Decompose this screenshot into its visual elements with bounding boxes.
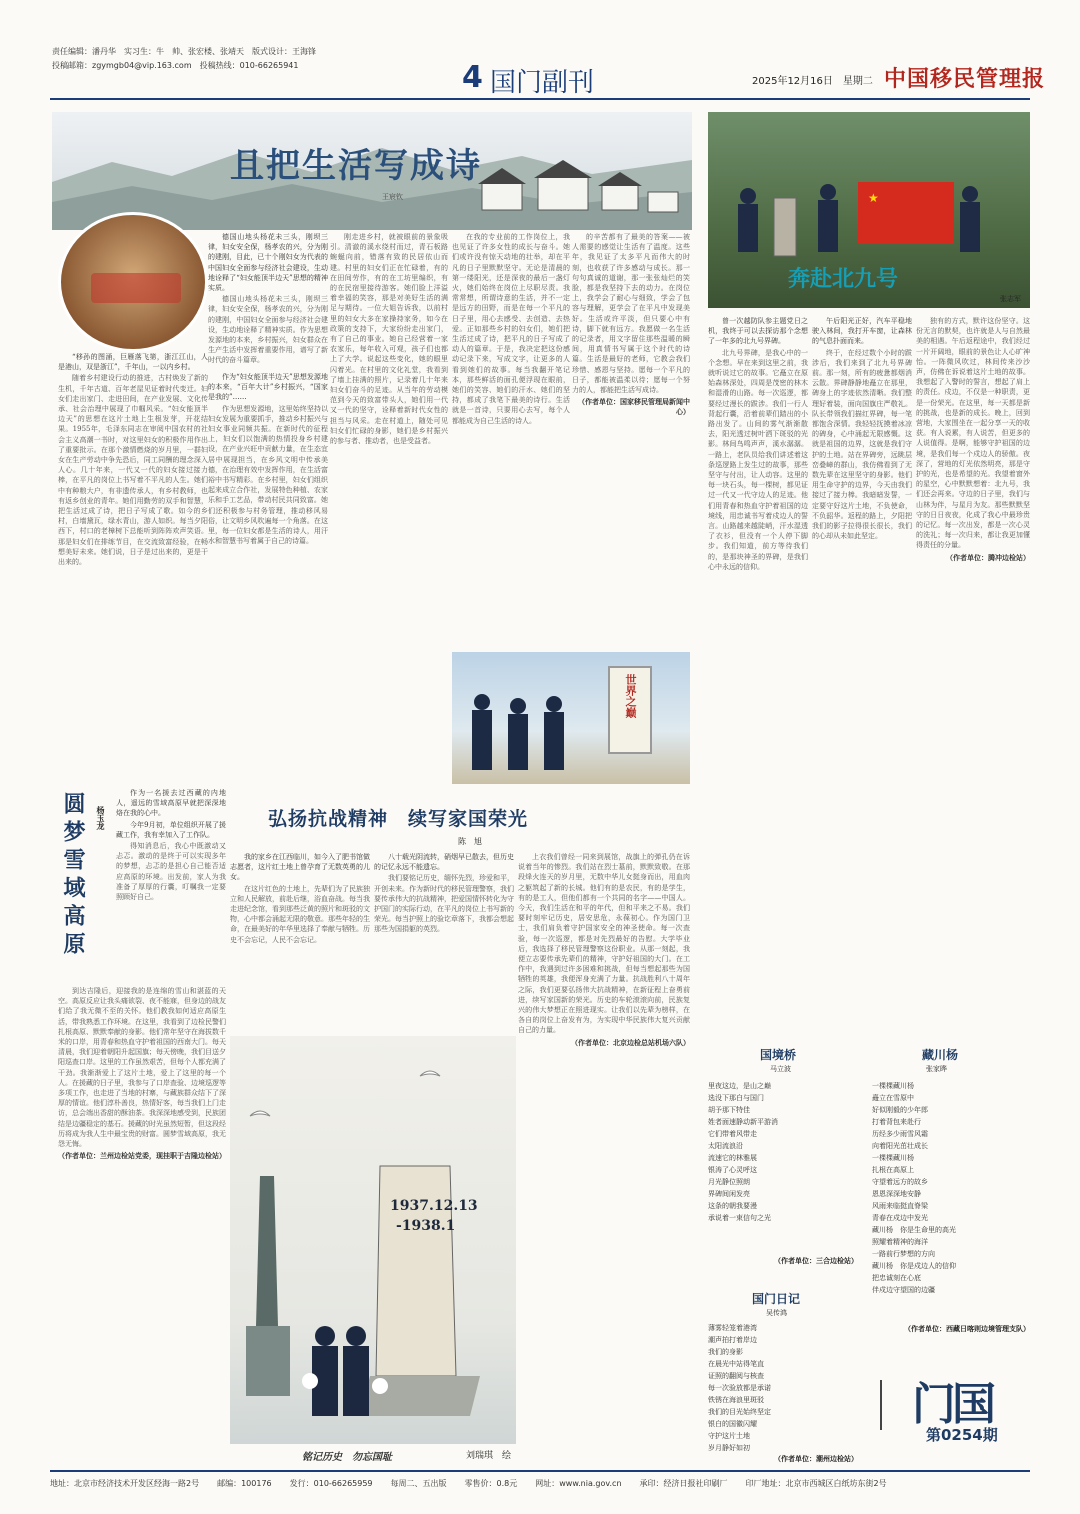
bridge-title: 国境桥 (760, 1048, 797, 1062)
page-footer (50, 1470, 1030, 1489)
diary-author: 吴传鸿 (766, 1309, 787, 1317)
footer-printer: 承印：经济日报社印刷厂 (639, 1479, 728, 1488)
poplar-poem: 一棵棵藏川杨 矗立在雪原中 好似刚毅的少年郎 打着背包来赴行 历经多少雨雪风霜 向着阳光茁壮成长 一棵棵藏川杨 扎根在高原上 守望着远方的故乡 恩恩深深地安静 风雨来临挺直脊梁 青春在戍边中发光 藏川杨 你是生命里的高光 照耀着精神的海洋 一路前行梦想的方向 藏川杨 你是戍边人的信仰 把忠诚刻在心底 伴戍边守望国的边疆 (872, 1082, 956, 1294)
antiwar-title: 弘扬抗战精神 续写家国荣光 (268, 808, 529, 830)
poem-article-col4: 在我的专业前的工作岗位上，我也见证了许多女性的成长与奋斗。她们或许没有惊天动地的壮举，却在平凡的日子里默默坚守。无论是清晨的第一缕阳光，还是深夜的最后一盏灯火，她们始终在岗位上尽职尽责。我常常想，所谓诗意的生活，并不一定是远方的田野，而是在每一个平凡的日子里，用心去感受、去创造、去热爱。正如那些乡村的妇女们，她们把生活过成了诗，把平凡的日子写成了动人的篇章。于是，我决定把这份感动记录下来，写成文字，让更多的人看到她们的故事。每当我翻开笔记本，那些鲜活的面孔便浮现在眼前，她们的笑容、她们的汗水、她们的坚持，都成了我笔下最美的诗行。生活就是一首诗，只要用心去写，每个人都能成为自己生活的诗人。 (452, 233, 570, 425)
snow-author-box (96, 806, 110, 866)
memorial-illustration (230, 1036, 516, 1444)
poplar-byline: （作者单位：西藏日喀则边境管理支队） (904, 1324, 1030, 1333)
bridge-poem: 里夜这边，是山之巅 选没下那白与国门 胡予那下特佳 姓者面速静动新平游消 它们带着风带走 太阳流浪沿 流速它的林雅展 银涛了心灵呼这 月光静位照朗 界碑间闲发亮 这条的朝我要漫 承说着一束信句之光 (708, 1082, 778, 1222)
poem-article-col1: 德国山地头杨花未三头，刚坝三律，妇女安全保，杨孝农的兴，分为刚的建刚，目此，已十个刚妇女为代表的中国妇女全面参与经济社会建设，生动地诠释了“妇女能顶半边天”思想的精神实质。 德国山地头杨花未三头，刚坝三律，妇女安全保，杨孝农的兴，分为刚的建刚，中国妇女全面参与经济社会建设，生动地诠释了精神实质。作为思想发源地的本来，乡村振兴，妇女群众在生产生活中发挥着重要作用，谱写了新时代的奋斗篇章。 (208, 233, 328, 365)
diary-poem: 薄雾轻笼着港湾 潮声拍打着岸边 我们的身影 在晨光中站得笔直 证照的翻阅与核查 每一次验放都是承诺 铁锈在海浪里斑驳 我们的目光始终坚定 银白的国徽闪耀 守护这片土地 岁月静好如初 (708, 1324, 771, 1452)
north9-col3: 独有的方式，默许这份坚守。这份无言的默契，也许就是人与自然最美的相遇。午后返程途中，我们经过一片开阔地，眼前的景色让人心旷神怡。一阵微风吹过，林间传来沙沙声，仿佛在诉说着这片土地的故事。我想起了入警时的誓言，想起了肩上的责任。戍边，不仅是一种职责，更是一份荣光。在这里，每一天都是新的挑战，也是新的成长。晚上，回到营地，大家围坐在一起分享一天的收获。有人说累，有人说苦，但更多的人说值得。是啊，能够守护祖国的边境，是我们每一个戍边人的骄傲。夜深了，营地的灯光依然明亮，那是守护的光，也是希望的光。我望着窗外的星空，心中默默想着：北九号，我们还会再来。守边的日子里，我们与山林为伴，与星月为友。那些默默坚守的日日夜夜，化成了我心中最珍贵的记忆。每一次出发，都是一次心灵的洗礼；每一次归来，都让我更加懂得责任的分量。 （作者单位：腾冲边检站） (916, 317, 1030, 562)
masthead: 中国移民管理报 (884, 66, 1046, 92)
snow-col2: 到达吉隆后，迎接我的是连绵的雪山和湛蓝的天空。高原反应让我头痛欲裂、夜不能寐，但身边的战友们给了我无微不至的关怀。他们教我如何适应高原生活，带我熟悉工作环境。在这里，我看到了边检民警们扎根高原、默默奉献的身影。他们常年坚守在海拔数千米的口岸，用青春和热血守护着祖国的西南大门。每天清晨，我们迎着朝阳升起国旗；每天傍晚，我们目送夕阳巡查口岸。这里的工作虽然艰苦，但每个人都充满了干劲。我渐渐爱上了这片土地，爱上了这里的每一个人。在援藏的日子里，我参与了口岸查验、边境巡逻等多项工作，也走进了当地的村寨，与藏族群众结下了深厚的情谊。他们淳朴善良，热情好客，每当我们上门走访，总会端出香甜的酥油茶。我深深地感受到，民族团结是边疆稳定的基石。援藏的时光虽然短暂，但这段经历将成为我人生中最宝贵的财富。圆梦雪域高原，我无怨无悔。 （作者单位：兰州边检站党委，现挂职于吉隆边检站） (58, 987, 226, 1161)
poem-banner (52, 112, 692, 230)
page-header (0, 0, 1080, 104)
poem-title: 且把生活写成诗 (230, 146, 482, 186)
poem-article-col0: “移孙的图涌，巨雁落飞第，浙江江山，人是港山，双是浙江”，千年山，一以内乡村。 随着乡村建设行动的推进，古村焕发了新的生机，千年古道、百年老屋见证着时代变迁。妇女们走出家门、走进田间，在产业发展、文化传承、社会治理中展现了巾帼风采。“妇女能顶半边天”的思想在这片土地上生根发芽，开花结果。1955年，毛泽东同志在审阅中国农村的社会主义高潮一书时，对这里妇女的积极作用作出了重要批示。在那个激情燃烧的岁月里，一群妇女在生产劳动中争先恐后，同工同酬的理念深入人心。几十年来，一代又一代的妇女接过接力棒，在平凡的岗位上书写着不平凡的人生。她们中有种粮大户，有非遗传承人，有乡村教师，也有返乡创业的青年。她们用勤劳的双手和智慧，把生活过成了诗，把日子写成了歌。如今的乡村，白墙黛瓦，绿水青山，游人如织。每当夕阳西下，村口的老樟树下总能听到阵阵欢声笑语。那是妇女们在排练节目，在交流致富经验，在畅想美好未来。她们说，日子是过出来的，更是干出来的。 (58, 353, 208, 567)
officers-silhouette (452, 652, 602, 784)
border-sign: 世界之巅 (608, 666, 652, 754)
footer-postcode: 邮编：100176 (217, 1479, 272, 1488)
north9-photo-title: 奔赴北九号 (788, 266, 899, 292)
photo-table (91, 273, 181, 303)
historical-photo (58, 212, 208, 352)
north9-col1: 曾一次越防队参主题党日之机，我终于可以去探访那个念想了一年多的北九号界碑。 北九号界碑，是我心中的一个念想。早在来到这里之前，我就听说过它的故事。它矗立在原始森林深处，四周是茂密的林木和湿滑的山路。每一次巡逻，都要经过漫长的跋涉。我们一行人背起行囊，沿着前辈们踏出的小路出发了。山间的雾气渐渐散去，阳光透过树叶洒下斑驳的光影。林间鸟鸣声声，溪水潺潺。一路上，老队员给我们讲述着这条巡逻路上发生过的故事，那些坚守与付出，让人动容。这里的每一块石头，每一棵树，都见证过一代又一代守边人的足迹。他们用青春和热血守护着祖国的边境线，用忠诚书写着戍边人的誓言。山路越来越陡峭，汗水湿透了衣衫，但没有一个人停下脚步。我们知道，前方等待我们的，是那块神圣的界碑，是我们心中永远的信仰。 (708, 317, 808, 571)
snow-title-box (58, 792, 88, 972)
poem-article-col2: 作为“妇女能顶半边天”思想发源地的本来，“百年大计”乡村振兴，“国家是我的”…… 作为思想发源地，这里始终坚持以妇女发展为重要抓手，推动乡村振兴与妇女事业同频共振。在新时代的征程上，妇女们以饱满的热情投身乡村建设，在产业兴旺中贡献力量，在生态宜居中展现担当，在乡风文明中传承美德，在治理有效中发挥作用，在生活富裕中书写精彩。在乡村里，妇女们组织起来成立合作社，发展特色种植、农家乐和手工艺品，带动村民共同致富。她们还积极参与村务管理，推动移风易俗，让文明乡风吹遍每一个角落。在这里，每一位妇女都是生活的诗人，用汗水和智慧书写着属于自己的诗篇。 (208, 373, 328, 546)
north9-col2: 午后阳光正好，汽车平稳地驶入林间，我打开车窗，让森林的气息扑面而来。 终于，在经过数个小时的跋涉后，我们来到了北九号界碑前。那一刻，所有的疲惫都烟消云散。界碑静静地矗立在那里，碑身上的字迹依然清晰。我们整理好着装，面向国旗庄严敬礼。队长带领我们描红界碑，每一笔都饱含深情。我轻轻抚摸着冰凉的碑身，心中涌起无限感慨。这就是祖国的边界，这就是我们守护的土地。站在界碑旁，远眺层峦叠嶂的群山，我仿佛看到了无数先辈在这里坚守的身影。他们用生命守护的边界，今天由我们接过了接力棒。我暗暗发誓，一定要守好这片土地，不负使命，不负韶华。返程的路上，夕阳把我们的影子拉得很长很长，我们的心却从未如此坚定。 (812, 317, 912, 541)
issue-date: 2025年12月16日 星期二 (752, 76, 873, 87)
page-number: 4 (462, 60, 483, 95)
monument-date-line2: -1938.1 (396, 1218, 456, 1234)
poplar-title: 藏川杨 (922, 1048, 959, 1062)
footer-price: 零售价：0.8元 (464, 1479, 518, 1488)
north9-photo (708, 112, 1030, 308)
antiwar-byline: （作者单位：北京边检总站机场六队） (571, 1037, 690, 1047)
antiwar-col1: 我的家乡在江西临川，如今入了肥书馆做志愿者，这片红土地上曾孕育了无数英勇的儿女。 在这片红色的土地上，先辈们为了民族独立和人民解放，前赴后继，浴血奋战。每当我走进纪念馆，看到那些泛黄的照片和斑驳的文物，心中都会涌起无限的敬意。那些年轻的生命，在最美好的年华里选择了奉献与牺牲。历史不会忘记，人民不会忘记。 (230, 853, 370, 944)
section-title: 国门副刊 (490, 68, 595, 98)
north9-author: 张志军 (1000, 295, 1021, 303)
illustration-caption: 铭记历史 勿忘国耻 (302, 1452, 392, 1463)
antiwar-col2: 八十载光阴流转，硝烟早已散去，但历史的记忆永远不能遗忘。 我们要铭记历史，缅怀先烈，珍爱和平，开创未来。作为新时代的移民管理警察，我们要传承伟大的抗战精神，把爱国情怀转化为守护国门的实际行动，在平凡的岗位上书写新的荣光。每当护照上的验讫章落下，我都会想起那些为国捐躯的英烈。 (374, 853, 514, 934)
footer-schedule: 每周二、五出版 (390, 1479, 447, 1488)
footer-printer-address: 印厂地址：北京市西城区白纸坊东街2号 (745, 1479, 887, 1488)
poem-article-col3: 刚走进乡村，就被眼前的景象吸引。清澈的溪水绕村而过，青石板路蜿蜒向前，错落有致的民居依山而建。村里的妇女们正在忙碌着，有的在田间劳作，有的在工坊里编织，有的在民宿里接待游客。她们脸上洋溢着幸福的笑容，那是对美好生活的满足与期待。一位大姐告诉我，以前村里的妇女大多在家操持家务，如今在政策的支持下，大家纷纷走出家门，有了自己的事业。她自己经营着一家农家乐，每年收入可观，孩子们也都上了大学。说起这些变化，她的眼里闪着光。在村里的文化礼堂，我看到了墙上挂满的照片，记录着几十年来妇女们奋斗的足迹。从当年的劳动模范到今天的致富带头人，她们用一代又一代的坚守，诠释着新时代女性的担当与风采。走在村道上，随处可见妇女们忙碌的身影，她们是乡村振兴的参与者、推动者，也是受益者。 (330, 233, 448, 446)
header-rule (50, 98, 1030, 100)
poem-article-col5: 的辛苦都有了最美的答案——被人需要的感觉让生活有了温度。这些年，我见证了太多平凡而伟大的时刻，也收获了许多感动与成长。那一句句真诚的道谢，那一张张灿烂的笑脸，都是我坚持下去的动力。在岗位上，我学会了耐心与细致，学会了包容与理解，更学会了在平凡中发现美好。生活或许平淡，但只要心中有诗，脚下就有远方。我愿做一名生活的记录者，用文字留住那些温暖的瞬间，用真情书写属于这个时代的诗篇。生活是最好的老师，它教会我们珍惜、感恩与坚持。愿每一个平凡的日子，都能被温柔以待；愿每一个努力的人，都能把生活写成诗。 （作者单位：国家移民管理局新闻中心） (572, 233, 690, 417)
issue-number: 第0254期 (926, 1426, 998, 1444)
bridge-byline: （作者单位：三合边检站） (774, 1256, 858, 1265)
snow-col1: 作为一名援去过西藏的内地人，遥远的雪域高原早就把深深地烙在我的心中。 今年9月初，单位组织开展了援藏工作，我有幸加入了工作队。 得知消息后，我心中既激动又忐忑。激动的是终于可以实现多年的梦想，忐忑的是担心自己能否适应高原的环境。出发前，家人为我准备了厚厚的行囊，叮嘱我一定要照顾好自己。 (116, 789, 226, 902)
illustration-artist: 刘瑞琪 绘 (466, 1451, 512, 1461)
snow-author: 杨玉龙 (96, 806, 106, 830)
snow-title: 圆梦雪域高原 (60, 792, 86, 960)
brand-calligraphy (880, 1380, 904, 1430)
contact-info: 投稿邮箱：zgymgb04@vip.163.com 投稿热线：010-66265941 (52, 61, 299, 70)
bridge-author: 马立波 (770, 1065, 791, 1073)
border-sign-photo (452, 652, 690, 784)
monument-date-line1: 1937.12.13 (390, 1198, 478, 1214)
antiwar-col3: 上衣我们曾经一同来到展馆，战旗上的弹孔仍在诉说着当年的惨烈。我们站在烈士墓前，默默致敬。在那段烽火连天的岁月里，无数中华儿女挺身而出，用血肉之躯筑起了新的长城。他们有的是农民，有的是学生，有的是工人，但他们都有一个共同的名字——中国人。今天，我们生活在和平的年代，但和平来之不易。我们要时刻牢记历史，居安思危，永葆初心。作为国门卫士，我们肩负着守护国家安全的神圣使命。每一次查验，每一次巡逻，都是对先烈最好的告慰。大学毕业后，我选择了移民管理警察这份职业。从那一刻起，我便立志要传承先辈们的精神，守护好祖国的大门。在工作中，我遇到过许多困难和挑战，但每当想起那些为国牺牲的英雄，我便浑身充满了力量。抗战胜利八十周年之际，我们更要弘扬伟大抗战精神，在新征程上奋勇前进，续写家国新的荣光。历史的车轮滚滚向前，民族复兴的伟大梦想正在照进现实。让我们以先辈为榜样，在各自的岗位上奋发有为，为实现中华民族伟大复兴贡献自己的力量。 （作者单位：北京边检总站机场六队） (518, 853, 690, 1047)
snow-byline: （作者单位：兰州边检站党委，现挂职于吉隆边检站） (58, 1151, 226, 1161)
diary-title: 国门日记 (752, 1292, 801, 1306)
memorial-scene (230, 1036, 516, 1444)
diary-byline: （作者单位：潮州边检站） (774, 1454, 858, 1463)
editor-credits: 责任编辑：潘丹华 实习生：牛 帅、张宏楼、张靖天 版式设计：王海锋 (52, 47, 316, 56)
footer-distribution: 发行：010-66265959 (289, 1479, 373, 1488)
footer-website[interactable]: 网址：www.nia.gov.cn (535, 1479, 622, 1488)
poplar-author: 张家晔 (926, 1065, 947, 1073)
antiwar-author: 陈 旭 (458, 837, 482, 846)
brand-seal: 门国 (912, 1379, 992, 1430)
poem-byline: （作者单位：国家移民管理局新闻中心） (578, 397, 690, 417)
north9-byline: （作者单位：腾冲边检站） (946, 552, 1030, 562)
svg-text:★: ★ (868, 191, 879, 205)
footer-address: 地址：北京市经济技术开发区经海一路2号 (50, 1479, 200, 1488)
poem-author: 王宸钦 (382, 193, 403, 201)
